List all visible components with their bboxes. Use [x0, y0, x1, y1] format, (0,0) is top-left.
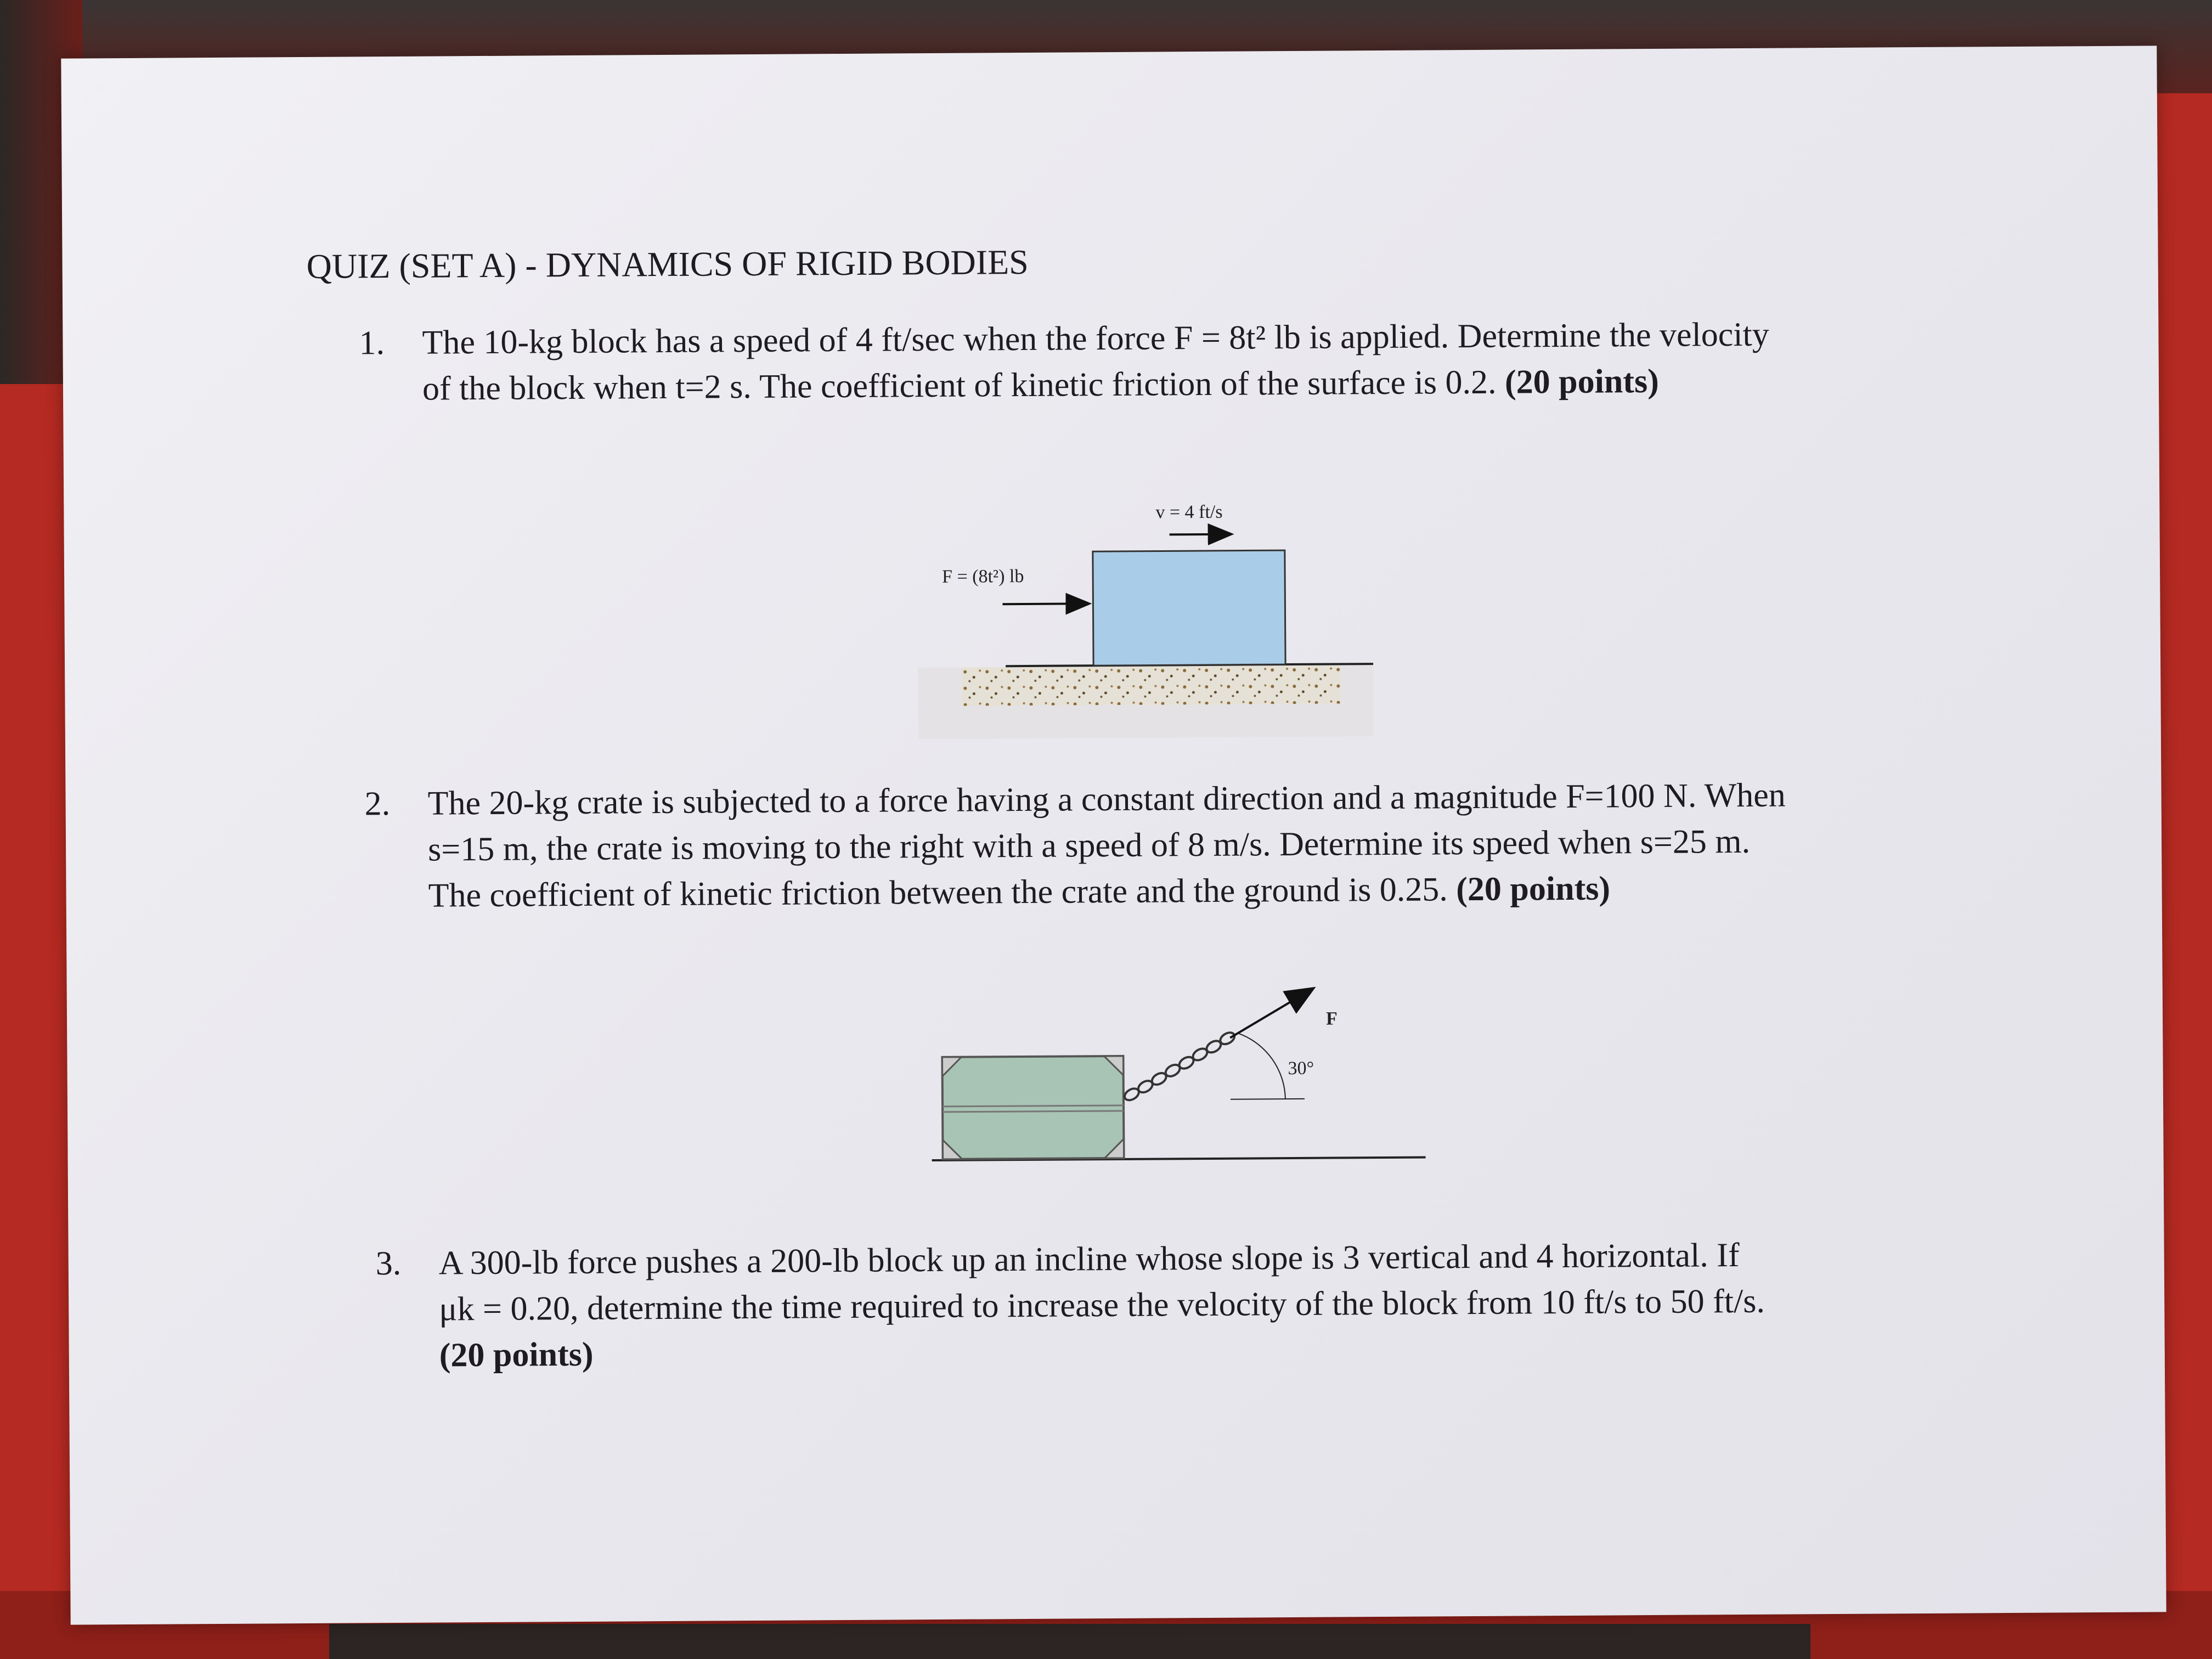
question-3-number: 3. [375, 1244, 402, 1283]
question-2-points: (20 points) [1456, 870, 1611, 909]
angle-label: 30° [1288, 1058, 1314, 1079]
ground-gravel [962, 665, 1340, 706]
chain [1122, 1030, 1237, 1103]
question-1-text [422, 312, 1769, 412]
angle-arc [1238, 1033, 1285, 1099]
crate [942, 1056, 1124, 1159]
question-3-points: (20 points) [439, 1335, 594, 1374]
question-3-line-1: A 300-lb force pushes a 200-lb block up an incline whose slope is 3 vertical and 4 horizontal. If [438, 1237, 1740, 1282]
force-label-2: F [1325, 1008, 1338, 1029]
question-3-points-line [439, 1324, 1765, 1379]
force-label: F = (8t²) lb [942, 566, 1024, 587]
force-arrow [1002, 603, 1087, 604]
velocity-arrow [1170, 534, 1230, 535]
question-1-line-1: The 10-kg block has a speed of 4 ft/sec when the force F = 8t² lb is applied. Determine the velocity [422, 315, 1769, 362]
question-2 [364, 771, 1977, 915]
question-1-line-2: of the block when t=2 s. The coefficient of kinetic friction of the surface is 0.2. [422, 363, 1497, 408]
quiz-paper [61, 46, 2166, 1624]
quiz-title: QUIZ (SET A) - DYNAMICS OF RIGID BODIES [306, 242, 1029, 286]
crate-slat-2 [943, 1111, 1124, 1112]
figure-1-block-diagram [851, 435, 1401, 751]
crate-slat-1 [943, 1105, 1124, 1107]
question-3 [375, 1231, 1988, 1374]
question-3-line-2: μk = 0.20, determine the time required to increase the velocity of the block from 10 ft/s to 50 ft/s. [439, 1282, 1765, 1328]
question-2-line-3: The coefficient of kinetic friction between the crate and the ground is 0.25. [428, 871, 1448, 915]
velocity-label: v = 4 ft/s [1155, 501, 1223, 523]
quiz-page [61, 46, 2166, 1624]
question-1 [359, 311, 1950, 408]
force-arrow-2 [1230, 989, 1313, 1038]
background-bottom-shadow [329, 1624, 1810, 1659]
question-2-text [427, 772, 1786, 919]
question-2-line-2: s=15 m, the crate is moving to the right with a speed of 8 m/s. Determine its speed when s=25 m. [427, 822, 1751, 868]
question-2-number: 2. [364, 785, 391, 823]
question-2-line-1: The 20-kg crate is subjected to a force having a constant direction and a magnitude F=100 N. When [427, 776, 1786, 822]
figure-2-crate-diagram [865, 917, 1437, 1205]
question-3-text [438, 1232, 1765, 1379]
block [1093, 550, 1285, 665]
question-1-number: 1. [359, 324, 385, 362]
question-1-line-2-wrap [422, 358, 1770, 412]
question-2-line-3-wrap [428, 865, 1786, 919]
question-1-points: (20 points) [1504, 362, 1659, 401]
